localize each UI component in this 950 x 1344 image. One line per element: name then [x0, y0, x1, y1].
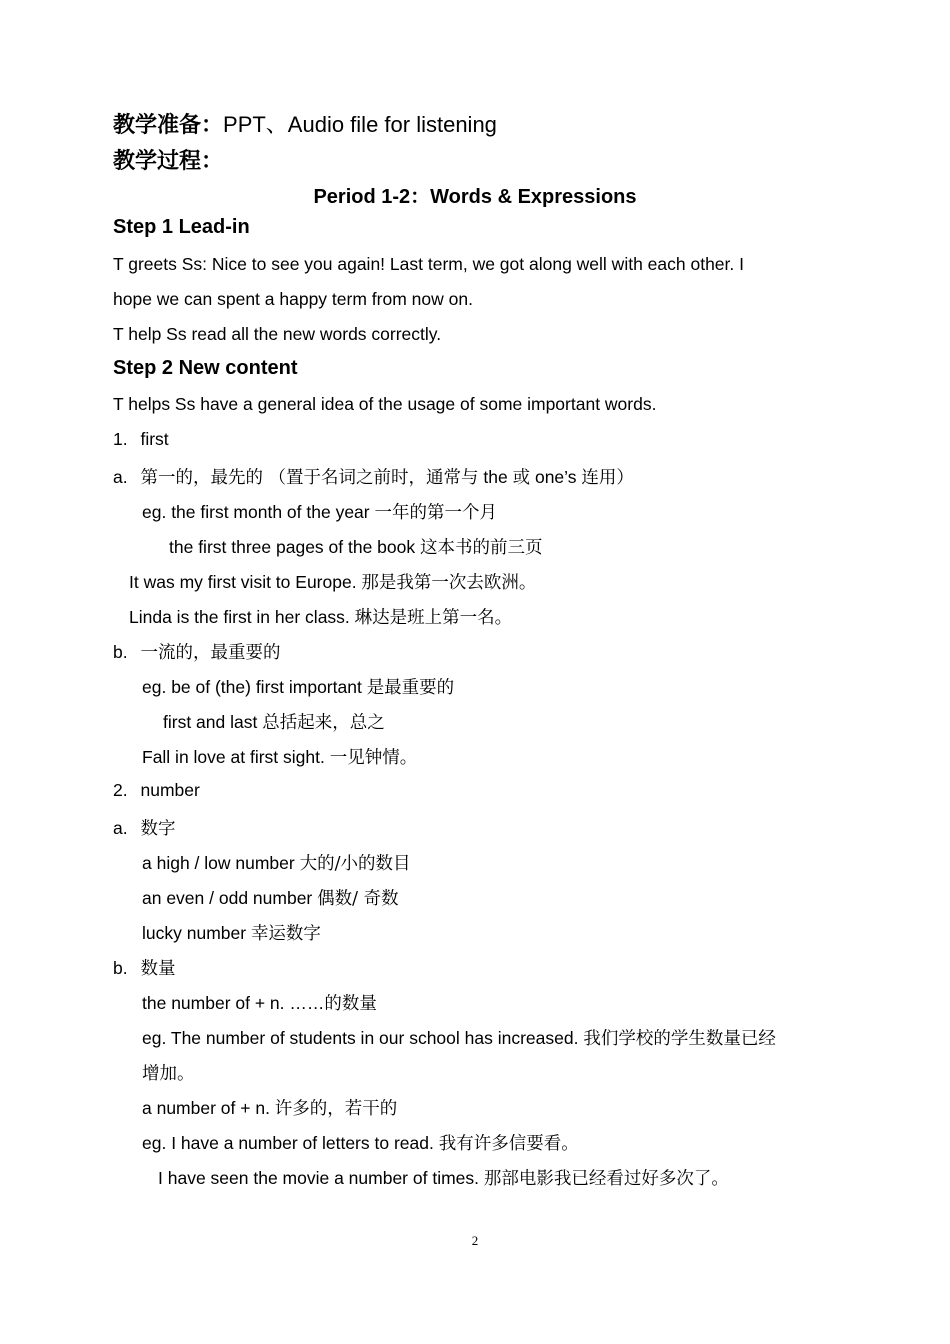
example-line: [142, 499, 497, 524]
example-cn: 许多的，若干的: [274, 1099, 398, 1119]
word2-heading: [113, 780, 200, 801]
example-cn: 大的/小的数目: [299, 854, 411, 874]
step1-paragraph-line2: hope we can spent a happy term from now on.: [113, 289, 473, 309]
example-line: [142, 850, 411, 875]
example-en: lucky number: [142, 923, 251, 943]
step1-title: Step 1 Lead-in: [113, 216, 250, 238]
process-label: 教学过程：: [113, 148, 224, 174]
example-line: [129, 569, 536, 594]
example-cn: 是最重要的: [366, 678, 455, 698]
prep-label: 教学准备：: [113, 112, 224, 138]
example-line: [129, 604, 512, 629]
example-cn: 一年的第一个月: [374, 503, 497, 523]
example-line: [169, 534, 543, 559]
example-en: the number of + n. ……: [142, 993, 325, 1013]
example-cn: 这本书的前三页: [420, 538, 543, 558]
example-cn: 幸运数字: [250, 924, 321, 944]
example-en: a high / low number: [142, 853, 300, 873]
example-line: [142, 1025, 776, 1050]
example-line: [158, 1165, 729, 1190]
example-en: eg. be of (the) first important: [142, 677, 367, 697]
sense-a-text: 数字: [140, 819, 176, 839]
example-en: eg. the first month of the year: [142, 502, 375, 522]
example-line: [142, 920, 321, 945]
example-line: [142, 1060, 195, 1085]
word1-number: 1.: [113, 429, 128, 449]
step1-paragraph-line1: T greets Ss: Nice to see you again! Last term, we got along well with each other. I: [113, 254, 744, 274]
word1-heading: [113, 429, 169, 450]
word1-word: first: [140, 429, 169, 449]
sense-a-ones: one’s: [530, 467, 582, 487]
example-cn: 偶数/ 奇数: [317, 889, 399, 909]
example-line: [142, 1095, 397, 1120]
example-line: [142, 674, 454, 699]
prep-line: [113, 108, 497, 139]
example-en: eg. The number of students in our school has increased.: [142, 1028, 584, 1048]
example-en: the first three pages of the book: [169, 537, 420, 557]
step2-title: Step 2 New content: [113, 357, 298, 379]
example-cn: 增加。: [142, 1064, 195, 1084]
sense-a-mark: a.: [113, 467, 128, 487]
example-line: [142, 885, 399, 910]
example-en: It was my first visit to Europe.: [129, 572, 362, 592]
step2-intro: T helps Ss have a general idea of the usage of some important words.: [113, 394, 657, 414]
example-line: [142, 744, 417, 769]
example-cn: 的数量: [324, 994, 377, 1014]
example-cn: 那是我第一次去欧洲。: [361, 573, 537, 593]
step1-paragraph2: T help Ss read all the new words correctly.: [113, 324, 442, 344]
sense-b-text: 数量: [140, 959, 176, 979]
example-en: I have seen the movie a number of times.: [158, 1168, 484, 1188]
example-line: [142, 1130, 579, 1155]
example-en: Linda is the first in her class.: [129, 607, 355, 627]
example-line: [142, 990, 377, 1015]
example-line: [163, 709, 385, 734]
word1-sense-a: [113, 464, 634, 489]
example-en: eg. I have a number of letters to read.: [142, 1133, 439, 1153]
example-cn: 总括起来，总之: [262, 713, 385, 733]
sense-a-text: 第一的，最先的 （置于名词之前时，通常与: [140, 468, 479, 488]
example-en: first and last: [163, 712, 263, 732]
example-cn: 琳达是班上第一名。: [354, 608, 513, 628]
example-cn: 一见钟情。: [329, 748, 418, 768]
word2-number: 2.: [113, 780, 128, 800]
word1-sense-b: [113, 639, 280, 664]
word2-sense-a: [113, 815, 175, 840]
sense-b-mark: b.: [113, 642, 128, 662]
example-en: an even / odd number: [142, 888, 318, 908]
word2-word: number: [140, 780, 200, 800]
example-cn: 那部电影我已经看过好多次了。: [483, 1169, 729, 1189]
process-line: [113, 144, 223, 175]
word2-sense-b: [113, 955, 175, 980]
sense-a-or: 或: [512, 468, 531, 488]
example-cn: 我们学校的学生数量已经: [583, 1029, 776, 1049]
example-en: a number of + n.: [142, 1098, 275, 1118]
sense-a-mark: a.: [113, 818, 128, 838]
prep-text: PPT、Audio file for listening: [223, 112, 497, 137]
sense-a-usage: 连用）: [581, 468, 634, 488]
example-en: Fall in love at first sight.: [142, 747, 330, 767]
sense-b-text: 一流的，最重要的: [140, 643, 281, 663]
sense-a-the: the: [478, 467, 513, 487]
example-cn: 我有许多信要看。: [438, 1134, 579, 1154]
page-number: 2: [471, 1233, 479, 1248]
sense-b-mark: b.: [113, 958, 128, 978]
period-title: Period 1-2：Words & Expressions: [313, 186, 637, 208]
